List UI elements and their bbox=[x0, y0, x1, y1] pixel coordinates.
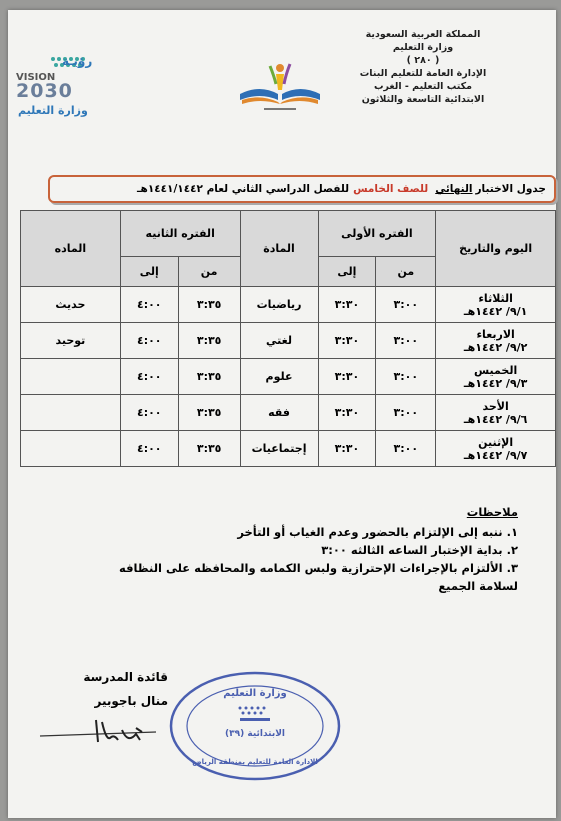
header-day-date: اليوم والتاريخ bbox=[436, 211, 556, 287]
subject-1-cell: إجتماعيات bbox=[240, 431, 318, 467]
table-header-row bbox=[21, 211, 556, 257]
header-to-2: إلى bbox=[120, 257, 178, 287]
header-line-6: الابتدائية التاسعة والثلاثون bbox=[361, 94, 485, 105]
day-name: الأحد bbox=[482, 399, 509, 413]
stamp-middle-text: الابتدائية (٣٩) bbox=[224, 729, 286, 739]
to-1-cell: ٣:٣٠ bbox=[318, 287, 376, 323]
to-1-cell: ٣:٣٠ bbox=[318, 395, 376, 431]
principal-block bbox=[68, 665, 168, 713]
to-2-cell: ٤:٠٠ bbox=[120, 287, 178, 323]
principal-title: قائدة المدرسة bbox=[83, 670, 168, 684]
to-2-cell: ٤:٠٠ bbox=[120, 395, 178, 431]
exam-schedule-table bbox=[20, 210, 556, 467]
date-text: ٩/٢/ ١٤٤٢هـ bbox=[463, 340, 528, 354]
header-first-period: الفتره الأولى bbox=[318, 211, 436, 257]
to-2-cell: ٤:٠٠ bbox=[120, 323, 178, 359]
subject-1-cell: علوم bbox=[240, 359, 318, 395]
date-text: ٩/١/ ١٤٤٢هـ bbox=[463, 304, 528, 318]
header-line-5: مكتب التعليم - الغرب bbox=[373, 81, 473, 92]
title-part-1: جدول الاختبار bbox=[475, 183, 546, 195]
day-date-cell bbox=[436, 431, 556, 467]
header-line-4: الإدارة العامة للتعليم البنات bbox=[359, 68, 487, 79]
title-part-3: للصف الخامس bbox=[353, 183, 429, 195]
from-2-cell: ٣:٣٥ bbox=[178, 431, 240, 467]
from-2-cell: ٣:٣٥ bbox=[178, 287, 240, 323]
official-header bbox=[338, 28, 508, 106]
day-name: الاربعاء bbox=[476, 327, 515, 341]
from-2-cell: ٣:٣٥ bbox=[178, 359, 240, 395]
to-1-cell: ٣:٣٠ bbox=[318, 431, 376, 467]
subject-2-cell bbox=[21, 395, 121, 431]
subject-1-cell: رياضيات bbox=[240, 287, 318, 323]
to-1-cell: ٣:٣٠ bbox=[318, 359, 376, 395]
signature-icon bbox=[36, 710, 176, 750]
table-row bbox=[21, 359, 556, 395]
vision-arabic-text: رؤيـة bbox=[62, 54, 93, 68]
day-date-cell bbox=[436, 395, 556, 431]
from-1-cell: ٣:٠٠ bbox=[376, 323, 436, 359]
header-line-3: ( ٢٨٠ ) bbox=[406, 55, 440, 66]
vision-2030-logo bbox=[16, 50, 126, 120]
header-from-1: من bbox=[376, 257, 436, 287]
note-item: ٣. الألتزام بالإجراءات الإحترازية ولبس الكمامه والمحافظه على النظافه لسلامة الجميع bbox=[118, 561, 518, 593]
from-2-cell: ٣:٣٥ bbox=[178, 395, 240, 431]
note-item: ٢. بداية الإختبار الساعه الثالثه ٣:٠٠ bbox=[321, 543, 518, 557]
notes-title: ملاحظات bbox=[466, 505, 518, 519]
principal-name: منال باجوبير bbox=[94, 694, 168, 708]
from-1-cell: ٣:٠٠ bbox=[376, 287, 436, 323]
date-text: ٩/٧/ ١٤٤٢هـ bbox=[463, 448, 528, 462]
day-date-cell bbox=[436, 323, 556, 359]
table-row bbox=[21, 395, 556, 431]
exam-schedule-title bbox=[48, 175, 556, 203]
vision-english-text: VISION bbox=[16, 72, 56, 83]
day-name: الخميس bbox=[474, 363, 518, 377]
subject-2-cell bbox=[21, 431, 121, 467]
subject-1-cell: لغتي bbox=[240, 323, 318, 359]
table-row bbox=[21, 431, 556, 467]
day-name: الثلاثاء bbox=[478, 291, 513, 305]
vision-year-text: 2030 bbox=[16, 80, 73, 102]
header-to-1: إلى bbox=[318, 257, 376, 287]
header-second-period: الفتره الثانيه bbox=[120, 211, 240, 257]
table-row bbox=[21, 323, 556, 359]
to-1-cell: ٣:٣٠ bbox=[318, 323, 376, 359]
school-stamp bbox=[168, 670, 343, 782]
header-subject-2: الماده bbox=[21, 211, 121, 287]
ministry-logo bbox=[230, 56, 330, 116]
document-page bbox=[8, 10, 556, 818]
title-part-4: للفصل الدراسي الثاني لعام ١٤٤١/١٤٤٢هـ bbox=[136, 183, 350, 195]
header-line-2: وزارة التعليم bbox=[392, 42, 454, 53]
subject-2-cell: حديث bbox=[21, 287, 121, 323]
header-line-1: المملكة العربية السعودية bbox=[365, 29, 481, 40]
header-subject-1: المادة bbox=[240, 211, 318, 287]
from-1-cell: ٣:٠٠ bbox=[376, 395, 436, 431]
subject-2-cell: توحيد bbox=[21, 323, 121, 359]
date-text: ٩/٦/ ١٤٤٢هـ bbox=[463, 412, 528, 426]
subject-2-cell bbox=[21, 359, 121, 395]
notes-section bbox=[98, 503, 518, 595]
vision-ministry-text: وزارة التعليم bbox=[18, 104, 88, 117]
note-item: ١. ننبه إلى الإلتزام بالحضور وعدم الغياب أو التأخر bbox=[237, 525, 518, 539]
stamp-bottom-text: الإدارة العامة للتعليم بمنطقة الرياض bbox=[192, 758, 318, 766]
from-1-cell: ٣:٠٠ bbox=[376, 359, 436, 395]
from-2-cell: ٣:٣٥ bbox=[178, 323, 240, 359]
title-part-2: النهائي bbox=[435, 183, 473, 195]
date-text: ٩/٣/ ١٤٤٢هـ bbox=[463, 376, 528, 390]
from-1-cell: ٣:٠٠ bbox=[376, 431, 436, 467]
to-2-cell: ٤:٠٠ bbox=[120, 431, 178, 467]
table-row bbox=[21, 287, 556, 323]
day-name: الإثنين bbox=[478, 435, 514, 449]
day-date-cell bbox=[436, 287, 556, 323]
stamp-top-text: وزارة التعليم bbox=[223, 688, 287, 699]
to-2-cell: ٤:٠٠ bbox=[120, 359, 178, 395]
header-from-2: من bbox=[178, 257, 240, 287]
day-date-cell bbox=[436, 359, 556, 395]
subject-1-cell: فقه bbox=[240, 395, 318, 431]
